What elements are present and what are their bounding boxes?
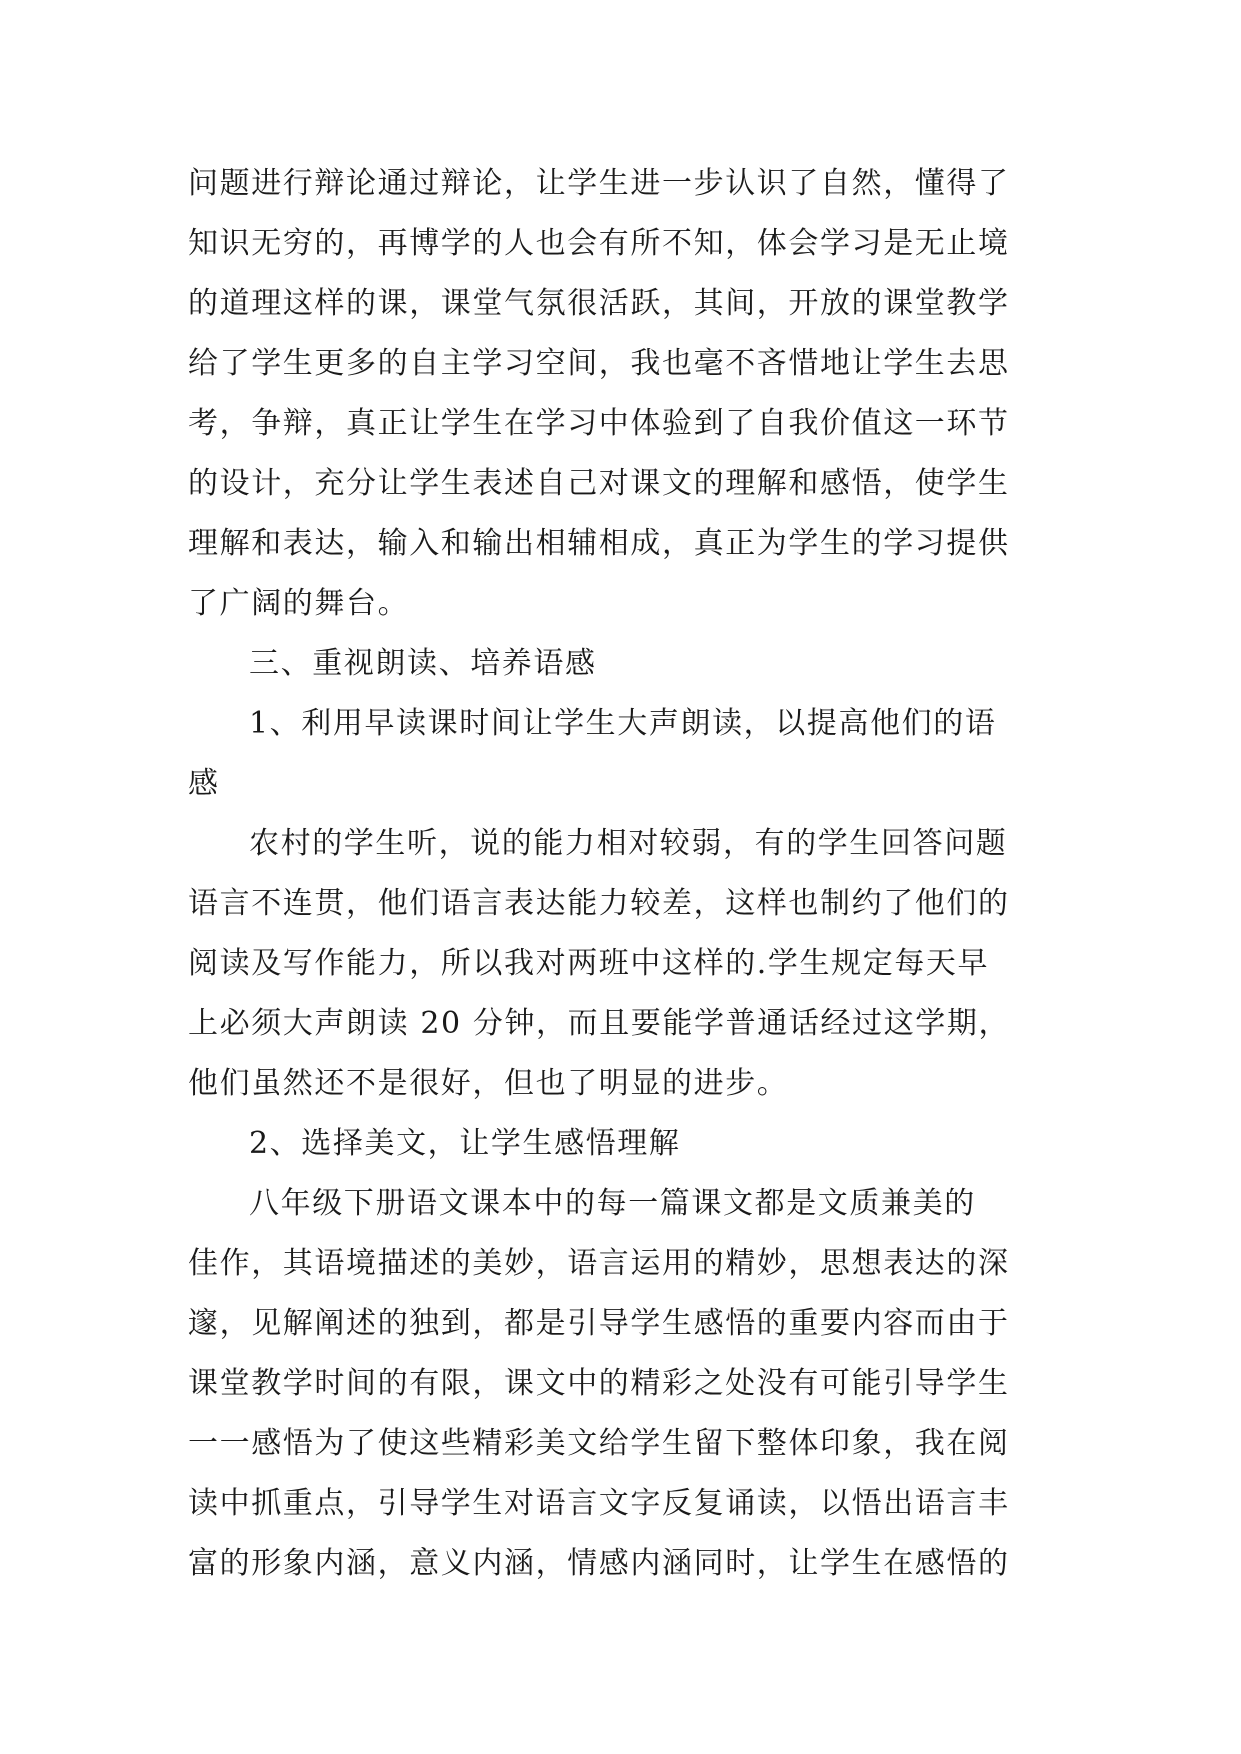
text-line: 邃，见解阐述的独到，都是引导学生感悟的重要内容而由于	[188, 1306, 1010, 1341]
subsection-heading: 2、选择美文，让学生感悟理解	[249, 1126, 681, 1161]
text-line: 他们虽然还不是很好，但也了明显的进步。	[188, 1066, 789, 1101]
text-line: 阅读及写作能力，所以我对两班中这样的.学生规定每天早	[188, 946, 990, 981]
text-line: 给了学生更多的自主学习空间，我也毫不吝惜地让学生去思	[188, 346, 1010, 381]
text-line: 佳作，其语境描述的美妙，语言运用的精妙，思想表达的深	[188, 1246, 1010, 1281]
text-line: 理解和表达，输入和输出相辅相成，真正为学生的学习提供	[188, 526, 1010, 561]
text-line: 课堂教学时间的有限，课文中的精彩之处没有可能引导学生	[188, 1366, 1010, 1401]
text-line: 了广阔的舞台。	[188, 586, 410, 621]
text-line: 一一感悟为了使这些精彩美文给学生留下整体印象，我在阅	[188, 1426, 1010, 1461]
text-line: 富的形象内涵，意义内涵，情感内涵同时，让学生在感悟的	[188, 1546, 1010, 1581]
text-line: 读中抓重点，引导学生对语言文字反复诵读，以悟出语言丰	[188, 1486, 1010, 1521]
text-line: 问题进行辩论通过辩论，让学生进一步认识了自然，懂得了	[188, 166, 1010, 201]
subsection-heading: 1、利用早读课时间让学生大声朗读，以提高他们的语	[249, 706, 997, 741]
paragraph-start-line: 八年级下册语文课本中的每一篇课文都是文质兼美的	[249, 1186, 976, 1221]
body-text	[188, 154, 1058, 1594]
text-line: 语言不连贯，他们语言表达能力较差，这样也制约了他们的	[188, 886, 1010, 921]
text-line: 的设计，充分让学生表述自己对课文的理解和感悟，使学生	[188, 466, 1010, 501]
section-heading: 三、重视朗读、培养语感	[249, 646, 597, 681]
text-line: 感	[188, 766, 220, 801]
text-line: 的道理这样的课，课堂气氛很活跃，其间，开放的课堂教学	[188, 286, 1010, 321]
text-line: 知识无穷的，再博学的人也会有所不知，体会学习是无止境	[188, 226, 1010, 261]
text-line: 考，争辩，真正让学生在学习中体验到了自我价值这一环节	[188, 406, 1010, 441]
text-line: 上必须大声朗读 20 分钟，而且要能学普通话经过这学期，	[188, 1006, 1011, 1041]
paragraph-start-line: 农村的学生听，说的能力相对较弱，有的学生回答问题	[249, 826, 1008, 861]
